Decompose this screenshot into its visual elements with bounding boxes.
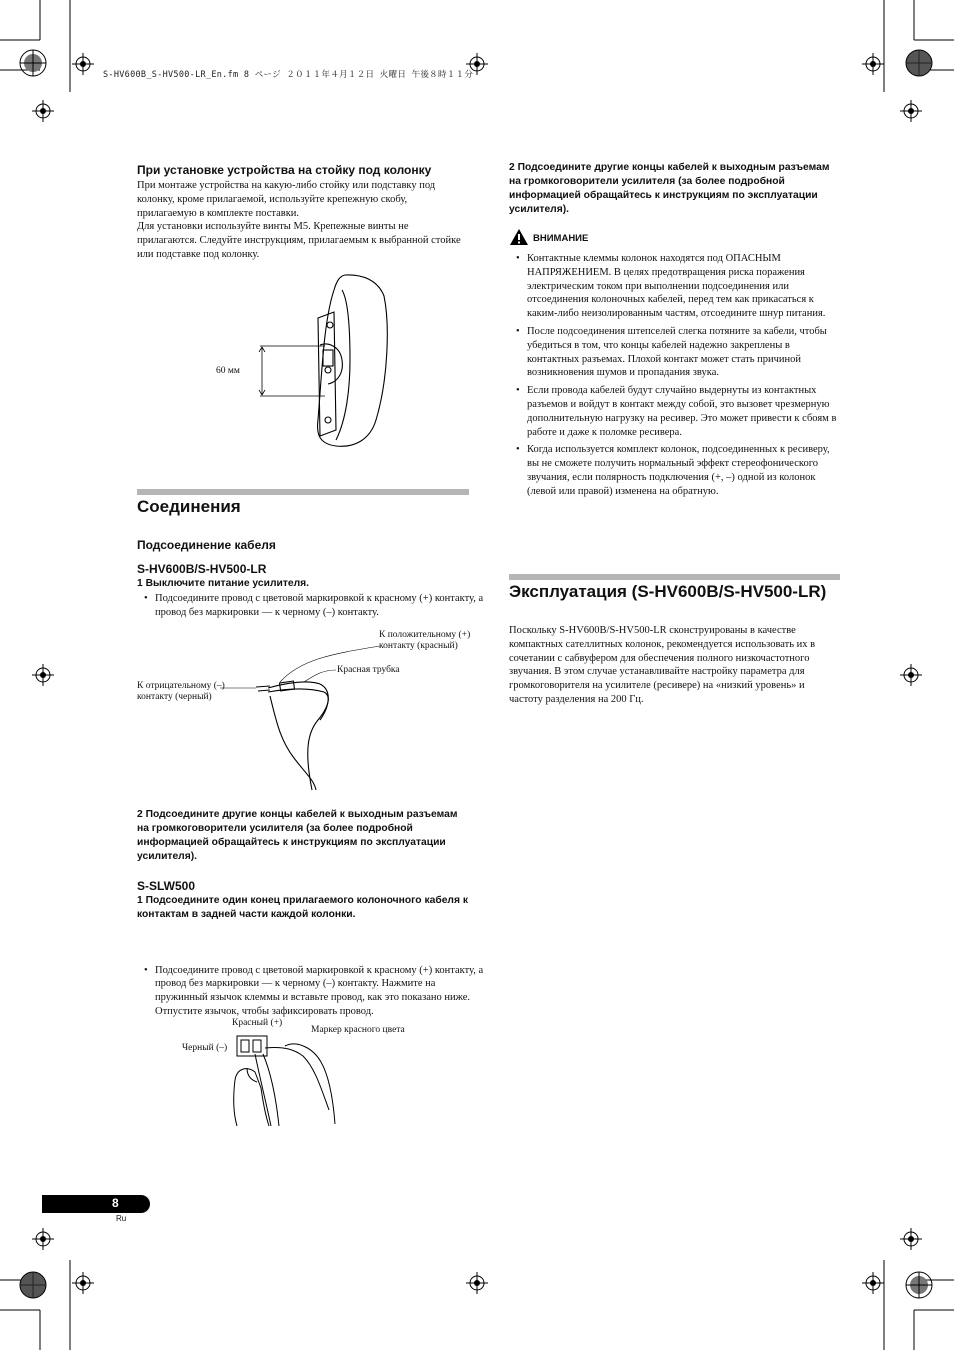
- page-language: Ru: [116, 1214, 127, 1223]
- file-info-header: S-HV600B_S-HV500-LR_En.fm 8 ページ ２０１１年４月１２日 火曜日 午後８時１１分: [103, 70, 474, 80]
- terminal-hands-figure: [225, 1028, 345, 1128]
- step-1: 1 Выключите питание усилителя.: [137, 578, 310, 589]
- registration-mark-icon: [32, 1228, 54, 1250]
- registration-mark-icon: [18, 48, 48, 78]
- registration-mark-icon: [904, 48, 934, 78]
- model-heading: S-HV600B/S-HV500-LR: [137, 562, 267, 576]
- stand-paragraph-1: При монтаже устройства на какую-либо стойку или подставку под колонку, кроме прилагаемой, используйте крепежную скобу, прилагаемую в комплекте поставки.: [137, 180, 436, 219]
- page-number: 8: [112, 1196, 119, 1210]
- operation-paragraph: Поскольку S-HV600B/S-HV500-LR сконструированы в качестве компактных сателлитных колонок, рекомендуется использовать их в сочетании с сабвуфером для обеспечения полного низкочастотного звучания. В этом случае устанавливайте настройку параметра для громкоговорителя на усилителе (ресивере) на «низкий уровень» и частоту разделения на 200 Гц.: [509, 625, 816, 705]
- caution-title: ВНИМАНИЕ: [533, 233, 589, 244]
- stand-heading: При установке устройства на стойку под колонку: [137, 163, 432, 177]
- slw-step-1: 1 Подсоедините один конец прилагаемого колоночного кабеля к контактам в задней части каждой колонки.: [137, 895, 468, 920]
- section-bar: [137, 489, 469, 495]
- registration-mark-icon: [862, 1272, 884, 1294]
- caution-item: • После подсоединения штепселей слегка потяните за кабели, чтобы убедиться в том, что концы кабелей надежно закреплены в контактных разъемах. Плохой контакт может стать причиной возникновения шумов и пропадания звука.: [509, 325, 841, 380]
- red-plus-label: Красный (+): [232, 1018, 283, 1028]
- registration-mark-icon: [900, 1228, 922, 1250]
- step-2-right: 2 Подсоедините другие концы кабелей к выходным разъемам на громкоговорители усилителя (за более подробной информацией обращайтесь к инструкциям по эксплуатации усилителя).: [509, 162, 830, 215]
- caution-item: • Контактные клеммы колонок находятся под ОПАСНЫМ НАПРЯЖЕНИЕМ. В целях предотвращения риска поражения электрическим током при выполнении подсоединения или отсоединения колоночных кабелей, перед тем как прикасаться к каким-либо неизолированным частям, отсоедините шнур питания.: [509, 252, 841, 321]
- speaker-bracket-figure: [250, 270, 400, 452]
- step-1-bullet: • Подсоедините провод с цветовой маркировкой к красному (+) контакту, а провод без маркировки — к черному (–) контакту.: [137, 592, 487, 620]
- page-number-tab: [42, 1195, 150, 1213]
- step-2-left: 2 Подсоедините другие концы кабелей к выходным разъемам на громкоговорители усилителя (за более подробной информацией обращайтесь к инструкциям по эксплуатации усилителя).: [137, 809, 458, 862]
- dimension-label: 60 мм: [216, 366, 240, 376]
- section-title-operation: Эксплуатация (S-HV600B/S-HV500-LR): [509, 582, 827, 601]
- registration-mark-icon: [18, 1270, 48, 1300]
- negative-contact-label: К отрицательному (–) контакту (черный): [137, 681, 225, 702]
- caution-list: [509, 252, 841, 499]
- registration-mark-icon: [862, 53, 884, 75]
- stand-paragraph-2: Для установки используйте винты M5. Крепежные винты не прилагаются. Следуйте инструкциям, прилагаемым к выбранной стойке или подставке под колонку.: [137, 221, 461, 260]
- red-tube-label: Красная трубка: [337, 665, 400, 675]
- warning-icon: [509, 228, 529, 251]
- positive-contact-label: К положительному (+) контакту (красный): [379, 630, 471, 651]
- speaker-cable-figure: [220, 640, 410, 800]
- registration-mark-icon: [900, 664, 922, 686]
- cable-heading: Подсоединение кабеля: [137, 538, 276, 552]
- registration-mark-icon: [32, 664, 54, 686]
- slw-bullet: • Подсоедините провод с цветовой маркировкой к красному (+) контакту, а провод без маркировки — к черному (–) контакту. Нажмите на пружинный язычок клеммы и вставьте провод, как это показано ниже. Отпустите язычок, чтобы зафиксировать провод.: [137, 964, 487, 1019]
- registration-mark-icon: [72, 53, 94, 75]
- red-marker-label: Маркер красного цвета: [311, 1025, 405, 1035]
- registration-mark-icon: [466, 1272, 488, 1294]
- caution-item: • Если провода кабелей будут случайно выдернуты из контактных разъемов и войдут в контакт между собой, это вызовет чрезмерную дополнительную нагрузку на ресивер. Это может привести к сбоям в работе и даже к поломке ресивера.: [509, 384, 841, 439]
- section-bar: [509, 574, 840, 580]
- black-minus-label: Черный (–): [182, 1043, 228, 1053]
- registration-mark-icon: [72, 1272, 94, 1294]
- registration-mark-icon: [904, 1270, 934, 1300]
- registration-mark-icon: [900, 100, 922, 122]
- slw-heading: S-SLW500: [137, 879, 196, 893]
- registration-mark-icon: [32, 100, 54, 122]
- caution-item: • Когда используется комплект колонок, подсоединенных к ресиверу, вы не сможете получить нормальный эффект стереофонического звучания, если полярность подключения (+, –) одной из колонок (левой или правой) изменена на обратную.: [509, 443, 841, 498]
- section-title-connections: Соединения: [137, 497, 241, 516]
